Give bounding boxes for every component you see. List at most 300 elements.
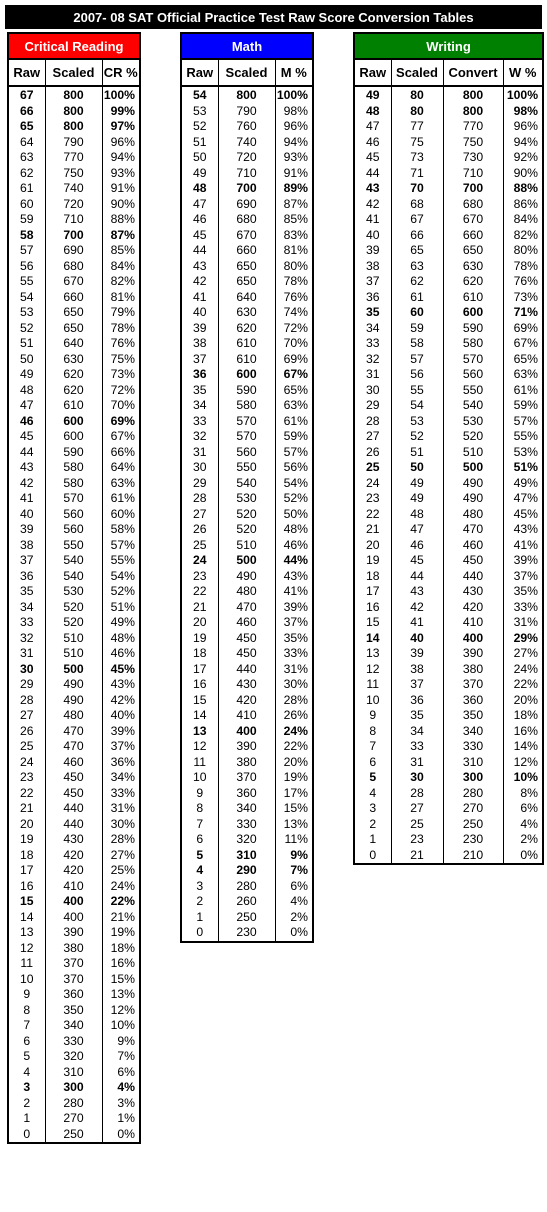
table-cell: 52% (110, 584, 135, 598)
table-cell: 0 (8, 1127, 45, 1144)
table-cell: 7 (354, 739, 391, 755)
table-cell: 7% (117, 1049, 135, 1063)
table-cell: 26 (8, 724, 45, 740)
table-cell: 280 (218, 879, 275, 895)
table-row (181, 383, 313, 399)
table-cell: 470 (45, 739, 102, 755)
table-cell: 25 (181, 538, 218, 554)
table-row (8, 429, 140, 445)
table-cell: 4 (354, 786, 391, 802)
table-cell: 12% (513, 754, 539, 769)
table-row (354, 429, 543, 445)
table-row (354, 321, 543, 337)
table-cell: 46 (181, 212, 218, 228)
table-cell: 48 (181, 181, 218, 197)
table-cell: 550 (218, 460, 275, 476)
table-cell: 570 (45, 491, 102, 507)
table-cell: 11 (8, 956, 45, 972)
table-cell: 22% (513, 677, 539, 691)
table-cell: 45 (354, 150, 391, 166)
table-row (354, 770, 543, 786)
table-cell: 22 (8, 786, 45, 802)
table-cell: 91% (283, 165, 308, 180)
table-cell: 37% (513, 568, 539, 583)
table-row (8, 290, 140, 306)
table-cell: 510 (443, 445, 503, 461)
table-cell: 49 (354, 86, 391, 104)
table-cell: 57% (283, 444, 308, 459)
table-row (8, 786, 140, 802)
table-cell: 560 (218, 445, 275, 461)
table-cell: 25 (354, 460, 391, 476)
table-cell: 15 (354, 615, 391, 631)
table-cell: 23 (391, 832, 443, 848)
math-column-header: Scaled (218, 59, 275, 86)
table-cell: 400 (443, 631, 503, 647)
table-cell: 19 (8, 832, 45, 848)
table-cell: 16% (110, 956, 135, 970)
table-row (181, 119, 313, 135)
table-cell: 90% (513, 165, 539, 180)
table-row (8, 677, 140, 693)
table-cell: 23 (354, 491, 391, 507)
table-cell: 9 (8, 987, 45, 1003)
table-cell: 30% (283, 677, 308, 691)
table-cell: 84% (513, 212, 539, 226)
table-row (8, 832, 140, 848)
table-cell: 490 (218, 569, 275, 585)
page-title: 2007- 08 SAT Official Practice Test Raw Score Conversion Tables (5, 5, 542, 29)
table-cell: 290 (218, 863, 275, 879)
table-cell: 9% (290, 847, 308, 862)
table-cell: 27% (513, 646, 539, 660)
table-cell: 53 (391, 414, 443, 430)
table-cell: 460 (218, 615, 275, 631)
table-row (8, 631, 140, 647)
table-row (8, 274, 140, 290)
table-cell: 52 (181, 119, 218, 135)
table-row (181, 786, 313, 802)
table-cell: 45% (110, 661, 135, 676)
table-cell: 400 (45, 894, 102, 910)
table-cell: 330 (45, 1034, 102, 1050)
table-cell: 470 (45, 724, 102, 740)
table-cell: 15 (8, 894, 45, 910)
table-cell: 94% (283, 134, 308, 149)
table-cell: 61% (513, 382, 539, 397)
table-row (8, 569, 140, 585)
table-cell: 31 (181, 445, 218, 461)
table-row (354, 739, 543, 755)
table-cell: 44 (354, 166, 391, 182)
table-cell: 640 (218, 290, 275, 306)
table-cell: 36 (181, 367, 218, 383)
critical-reading-column-header: Raw (8, 59, 45, 86)
table-cell: 370 (45, 956, 102, 972)
table-cell: 69% (513, 320, 539, 335)
table-cell: 330 (443, 739, 503, 755)
table-cell: 61 (391, 290, 443, 306)
table-cell: 630 (45, 352, 102, 368)
table-cell: 1 (181, 910, 218, 926)
table-row (8, 848, 140, 864)
table-cell: 99% (110, 103, 135, 118)
writing-column-header: W % (503, 59, 543, 86)
table-row (8, 367, 140, 383)
table-cell: 560 (45, 507, 102, 523)
table-cell: 250 (443, 817, 503, 833)
table-cell: 41% (513, 537, 539, 552)
table-cell: 6 (354, 755, 391, 771)
table-cell: 720 (45, 197, 102, 213)
table-cell: 35% (283, 630, 308, 645)
table-cell: 360 (218, 786, 275, 802)
table-cell: 37 (181, 352, 218, 368)
table-cell: 13% (283, 816, 308, 831)
table-cell: 88% (513, 181, 539, 195)
table-row (354, 383, 543, 399)
table-cell: 13 (181, 724, 218, 740)
table-cell: 38 (354, 259, 391, 275)
table-row (8, 925, 140, 941)
table-cell: 24 (181, 553, 218, 569)
table-cell: 380 (45, 941, 102, 957)
table-cell: 370 (45, 972, 102, 988)
table-cell: 20 (181, 615, 218, 631)
table-cell: 72% (110, 382, 135, 397)
table-row (181, 522, 313, 538)
table-row (8, 336, 140, 352)
table-cell: 710 (443, 166, 503, 182)
table-row (354, 801, 543, 817)
table-row (8, 414, 140, 430)
table-cell: 10% (110, 1018, 135, 1032)
table-cell: 83% (283, 227, 308, 242)
table-cell: 76% (513, 274, 539, 288)
table-row (181, 894, 313, 910)
table-cell: 31 (354, 367, 391, 383)
table-cell: 12 (8, 941, 45, 957)
table-cell: 450 (45, 770, 102, 786)
table-cell: 350 (45, 1003, 102, 1019)
table-cell: 30 (391, 770, 443, 786)
table-cell: 490 (45, 677, 102, 693)
table-cell: 14% (513, 739, 539, 753)
table-row (181, 801, 313, 817)
table-cell: 55% (110, 553, 135, 567)
critical-reading-column-header: CR % (102, 59, 140, 86)
table-row (8, 1049, 140, 1065)
table-cell: 39% (110, 723, 135, 738)
table-cell: 660 (443, 228, 503, 244)
table-cell: 55 (391, 383, 443, 399)
table-cell: 230 (443, 832, 503, 848)
table-row (354, 848, 543, 865)
table-cell: 480 (443, 507, 503, 523)
table-cell: 520 (45, 600, 102, 616)
table-cell: 620 (443, 274, 503, 290)
table-cell: 32 (354, 352, 391, 368)
table-cell: 39% (283, 599, 308, 614)
table-cell: 71 (391, 166, 443, 182)
table-cell: 300 (443, 770, 503, 786)
writing-table (353, 32, 544, 865)
table-row (181, 336, 313, 352)
table-cell: 4% (520, 816, 539, 831)
table-row (8, 956, 140, 972)
table-cell: 0% (117, 1126, 135, 1141)
table-cell: 410 (218, 708, 275, 724)
table-cell: 700 (218, 181, 275, 197)
table-row (8, 972, 140, 988)
table-cell: 500 (45, 662, 102, 678)
table-row (181, 584, 313, 600)
table-cell: 67 (391, 212, 443, 228)
table-cell: 37 (391, 677, 443, 693)
table-row (354, 553, 543, 569)
table-cell: 43 (391, 584, 443, 600)
writing-header: Writing (354, 33, 543, 59)
table-cell: 80% (513, 243, 539, 257)
table-cell: 700 (45, 228, 102, 244)
table-row (354, 631, 543, 647)
table-row (354, 352, 543, 368)
table-cell: 37% (110, 739, 135, 753)
table-row (354, 569, 543, 585)
table-cell: 16 (181, 677, 218, 693)
table-cell: 28 (8, 693, 45, 709)
table-row (181, 305, 313, 321)
table-cell: 64 (8, 135, 45, 151)
table-cell: 49 (391, 476, 443, 492)
table-cell: 63% (110, 475, 135, 490)
table-cell: 36% (110, 754, 135, 769)
table-cell: 21 (354, 522, 391, 538)
table-cell: 52% (283, 491, 308, 505)
table-cell: 440 (443, 569, 503, 585)
table-cell: 580 (218, 398, 275, 414)
table-cell: 2 (181, 894, 218, 910)
table-cell: 13% (110, 987, 135, 1001)
table-cell: 55% (513, 429, 539, 443)
table-row (8, 522, 140, 538)
table-cell: 58% (110, 522, 135, 536)
table-cell: 26 (181, 522, 218, 538)
table-row (8, 879, 140, 895)
table-cell: 690 (218, 197, 275, 213)
table-row (181, 910, 313, 926)
table-cell: 64% (110, 460, 135, 474)
table-cell: 48% (283, 522, 308, 536)
table-cell: 47 (181, 197, 218, 213)
writing-column-header: Convert (443, 59, 503, 86)
table-cell: 670 (443, 212, 503, 228)
table-cell: 39 (8, 522, 45, 538)
table-cell: 8 (8, 1003, 45, 1019)
table-cell: 93% (283, 150, 308, 164)
table-cell: 10 (181, 770, 218, 786)
table-cell: 3 (354, 801, 391, 817)
table-cell: 65 (391, 243, 443, 259)
table-cell: 20% (283, 754, 308, 769)
table-cell: 24 (354, 476, 391, 492)
table-cell: 21 (181, 600, 218, 616)
table-cell: 96% (513, 119, 539, 133)
table-row (181, 863, 313, 879)
table-cell: 24 (8, 755, 45, 771)
table-cell: 7 (181, 817, 218, 833)
table-cell: 46% (110, 646, 135, 660)
table-row (181, 197, 313, 213)
table-cell: 800 (218, 86, 275, 104)
critical-reading-header: Critical Reading (8, 33, 140, 59)
table-row (8, 584, 140, 600)
table-cell: 8 (354, 724, 391, 740)
table-cell: 50 (8, 352, 45, 368)
table-row (8, 770, 140, 786)
table-cell: 29% (513, 630, 539, 645)
table-cell: 19 (181, 631, 218, 647)
table-row (354, 212, 543, 228)
table-row (354, 274, 543, 290)
table-cell: 35 (8, 584, 45, 600)
table-row (354, 445, 543, 461)
table-cell: 400 (45, 910, 102, 926)
table-cell: 24% (513, 661, 539, 676)
table-cell: 390 (218, 739, 275, 755)
table-cell: 420 (218, 693, 275, 709)
table-cell: 420 (443, 600, 503, 616)
table-row (354, 166, 543, 182)
table-cell: 24% (283, 723, 308, 738)
table-row (181, 398, 313, 414)
table-cell: 11% (284, 832, 308, 846)
table-cell: 49 (181, 166, 218, 182)
table-cell: 320 (218, 832, 275, 848)
table-cell: 30 (354, 383, 391, 399)
table-cell: 67% (110, 429, 135, 443)
table-cell: 88% (110, 212, 135, 226)
table-cell: 760 (218, 119, 275, 135)
table-row (354, 786, 543, 802)
table-cell: 6% (117, 1064, 135, 1079)
table-cell: 86% (513, 196, 539, 211)
table-row (8, 646, 140, 662)
table-cell: 31% (283, 661, 308, 676)
table-row (8, 476, 140, 492)
table-cell: 10 (354, 693, 391, 709)
table-cell: 7% (290, 863, 308, 877)
table-row (8, 259, 140, 275)
table-row (354, 693, 543, 709)
table-cell: 45 (181, 228, 218, 244)
table-cell: 98% (283, 103, 308, 118)
table-row (354, 150, 543, 166)
table-row (8, 863, 140, 879)
table-cell: 40 (354, 228, 391, 244)
table-cell: 15% (283, 801, 308, 815)
table-cell: 24% (110, 878, 135, 893)
table-cell: 560 (443, 367, 503, 383)
table-cell: 77 (391, 119, 443, 135)
table-cell: 41% (283, 584, 308, 598)
table-cell: 460 (443, 538, 503, 554)
table-cell: 640 (45, 336, 102, 352)
table-row (181, 491, 313, 507)
table-cell: 800 (443, 104, 503, 120)
table-row (181, 429, 313, 445)
table-row (8, 460, 140, 476)
table-cell: 73% (513, 289, 539, 304)
table-cell: 0% (290, 925, 308, 939)
math-header: Math (181, 33, 313, 59)
table-cell: 34 (391, 724, 443, 740)
table-cell: 33 (391, 739, 443, 755)
table-row (8, 1096, 140, 1112)
table-cell: 39 (354, 243, 391, 259)
table-cell: 6 (181, 832, 218, 848)
table-cell: 37% (283, 615, 308, 629)
table-cell: 42 (8, 476, 45, 492)
table-cell: 530 (218, 491, 275, 507)
table-cell: 520 (443, 429, 503, 445)
table-cell: 51 (181, 135, 218, 151)
table-cell: 73 (391, 150, 443, 166)
table-cell: 730 (443, 150, 503, 166)
table-cell: 250 (45, 1127, 102, 1144)
table-row (181, 538, 313, 554)
table-cell: 9 (354, 708, 391, 724)
table-cell: 69% (283, 351, 308, 366)
table-cell: 59% (283, 429, 308, 443)
table-cell: 1 (354, 832, 391, 848)
table-cell: 700 (443, 181, 503, 197)
table-cell: 610 (443, 290, 503, 306)
table-cell: 4% (290, 894, 308, 908)
table-row (354, 119, 543, 135)
table-cell: 610 (218, 336, 275, 352)
table-cell: 96% (283, 119, 308, 133)
table-row (8, 1034, 140, 1050)
table-cell: 50 (181, 150, 218, 166)
table-cell: 340 (443, 724, 503, 740)
table-row (181, 507, 313, 523)
table-cell: 43% (283, 568, 308, 583)
table-cell: 54 (181, 86, 218, 104)
table-cell: 31 (391, 755, 443, 771)
table-cell: 3 (181, 879, 218, 895)
table-cell: 13 (8, 925, 45, 941)
table-cell: 440 (45, 817, 102, 833)
table-cell: 92% (513, 150, 539, 164)
table-cell: 44% (283, 553, 308, 567)
table-cell: 12% (110, 1002, 135, 1017)
table-cell: 570 (443, 352, 503, 368)
table-cell: 450 (218, 631, 275, 647)
table-cell: 39 (181, 321, 218, 337)
table-cell: 63% (513, 367, 539, 381)
table-cell: 25 (8, 739, 45, 755)
table-cell: 22 (181, 584, 218, 600)
math-column-header: Raw (181, 59, 218, 86)
table-cell: 48 (354, 104, 391, 120)
table-row (354, 86, 543, 104)
table-row (354, 259, 543, 275)
table-cell: 33% (110, 785, 135, 800)
table-row (181, 817, 313, 833)
table-cell: 770 (443, 119, 503, 135)
table-cell: 31% (513, 615, 539, 629)
